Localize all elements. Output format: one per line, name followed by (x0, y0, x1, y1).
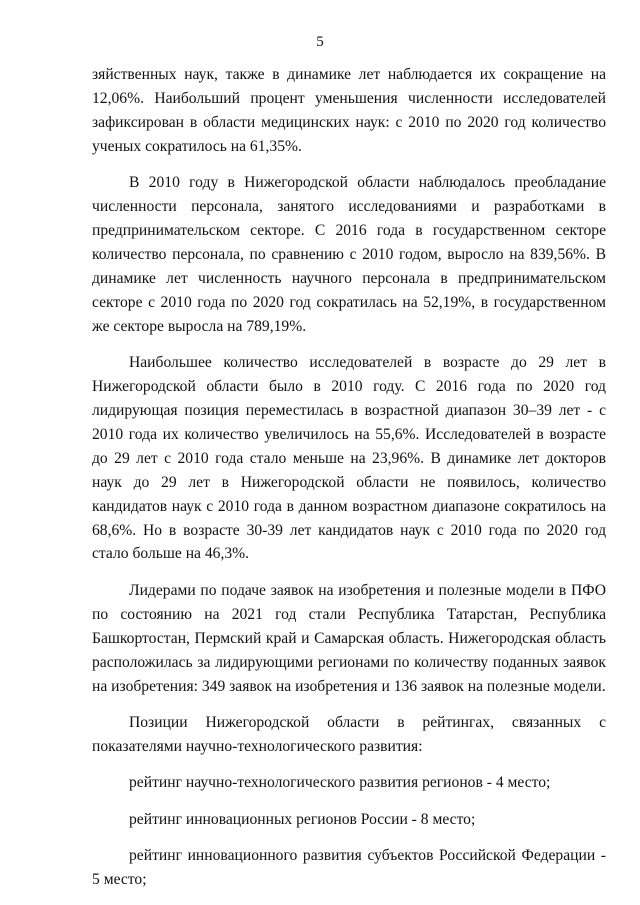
rating-item: рейтинг инновационного развития субъектов Российской Федерации - 5 место; (92, 847, 606, 889)
paragraph-ratings-intro: Позиции Нижегородской области в рейтингах, связанных с показателями научно-технологического развития: (92, 714, 606, 755)
paragraph-patent-applications: Лидерами по подаче заявок на изобретения и полезные модели в ПФО по состоянию на 2021 год стали Республика Татарстан, Республика Башкортостан, Пермский край и Самарская область. Нижегородская область расположилась за лидирующими регионами по количеству поданных заявок на изобретения: 349 заявок на изобретения и 136 заявок на полезные модели. (92, 581, 606, 695)
rating-item: рейтинг инновационных регионов России - 8 место; (129, 810, 476, 828)
page-number: 5 (316, 34, 324, 50)
paragraph-researchers-age: Наибольшее количество исследователей в возрасте до 29 лет в Нижегородской области было в 2010 году. С 2016 года по 2020 год лидирующая позиция переместилась в возрастной диапазон 30–39 лет - с 2010 года их количество увеличилось на 55,6%. Исследователей в возрасте до 29 лет с 2010 года стало меньше на 23,96%. В динамике лет докторов наук до 29 лет в Нижегородской области не появилось, количество кандидатов наук с 2010 года в данном возрастном диапазоне сократилось на 68,6%. Но в возрасте 30-39 лет кандидатов наук с 2010 года по 2020 год стало больше на 46,3%. (92, 354, 606, 563)
paragraph-continuation: зяйственных наук, также в динамике лет наблюдается их сокращение на 12,06%. Наибольший процент уменьшения численности исследователей зафиксирован в области медицинских наук: с 2010 по 2020 год количество ученых сократилось на 61,35%. (92, 66, 606, 155)
paragraph-personnel: В 2010 году в Нижегородской области наблюдалось преобладание численности персонала, занятого исследованиями и разработками в предпринимательском секторе. С 2016 года в государственном секторе количество персонала, по сравнению с 2010 годом, выросло на 839,56%. В динамике лет численность научного персонала в предпринимательском секторе с 2010 года по 2020 год сократилась на 52,19%, в государственном же секторе выросла на 789,19%. (92, 174, 606, 335)
rating-item: рейтинг научно-технологического развития регионов - 4 место; (129, 774, 551, 792)
document-body (92, 63, 606, 892)
